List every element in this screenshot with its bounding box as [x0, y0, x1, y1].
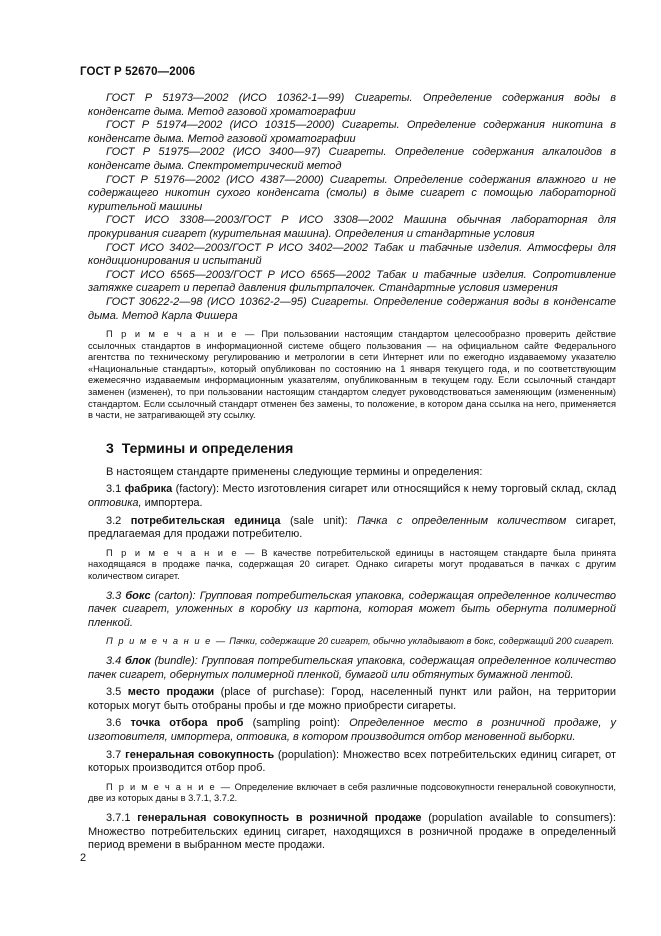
reference-item: ГОСТ ИСО 3308—2003/ГОСТ Р ИСО 3308—2002 Машина обычная лабораторная для прокуривания сигарет (курительная машина). Определения и стандартные условия	[88, 214, 616, 240]
term-english: (sampling point):	[252, 717, 340, 730]
term-english: (sale unit):	[289, 514, 348, 527]
term-name: генеральная совокупность	[125, 748, 275, 761]
term-english: (population available to consumers):	[428, 811, 616, 824]
note-label: П р и м е ч а н и е —	[106, 636, 227, 647]
term-definition: Групповая потребительская упаковка, содержащая определенное количество пачек сигарет, уложенных в коробку из картона, которая может быть обернута полимерной пленкой.	[88, 589, 616, 629]
section-title: Термины и определения	[121, 439, 294, 456]
term-name: блок	[125, 654, 151, 667]
note-references	[88, 329, 616, 422]
term-name: точка отбора проб	[130, 717, 244, 730]
term-number: 3.6	[106, 717, 122, 730]
section-number: 3	[106, 439, 114, 456]
note-population	[88, 782, 616, 805]
note-text: Определение включает в себя различные подсовокупности генеральной совокупности, две из которых даны в 3.7.1, 3.7.2.	[88, 781, 616, 804]
note-text: Пачки, содержащие 20 сигарет, обычно укладывают в бокс, содержащий 200 сигарет.	[229, 636, 615, 647]
term-definition: Место изготовления сигарет или относящийся к нему торговый склад, склад	[222, 483, 616, 496]
reference-item: ГОСТ 30622-2—98 (ИСО 10362-2—95) Сигареты. Определение содержания воды в конденсате дыма. Метод Карла Фишера	[88, 295, 616, 322]
term-english: (carton):	[154, 589, 196, 602]
term-english: (factory):	[175, 483, 220, 496]
term-3-5	[88, 686, 616, 713]
reference-item: ГОСТ Р 51976—2002 (ИСО 4387—2000) Сигареты. Определение содержания влажного и не содержащего никотин сухого конденсата (смолы) в дыме сигарет с помощью лабораторной курительной машины	[88, 173, 616, 213]
reference-item: ГОСТ Р 51973—2002 (ИСО 10362-1—99) Сигареты. Определение содержания воды в конденсате дыма. Метод газовой хроматографии	[88, 92, 616, 118]
reference-item: ГОСТ Р 51975—2002 (ИСО 3400—97) Сигареты. Определение содержания алкалоидов в конденсате дыма. Спектрометрический метод	[88, 146, 616, 172]
page-content	[88, 92, 616, 853]
note-sale-unit	[88, 548, 616, 583]
term-number: 3.4	[106, 654, 122, 667]
term-number: 3.7	[106, 748, 122, 761]
term-3-4	[88, 655, 616, 682]
page-number: 2	[80, 852, 87, 864]
reference-item: ГОСТ ИСО 3402—2003/ГОСТ Р ИСО 3402—2002 Табак и табачные изделия. Атмосферы для кондиционирования и испытаний	[88, 241, 616, 268]
term-definition: Город, населенный пункт или район, на территории которых могут быть отобраны пробы и где можно приобрести сигареты.	[88, 686, 616, 712]
term-3-7	[88, 749, 616, 776]
document-code-header: ГОСТ Р 52670—2006	[80, 66, 196, 78]
term-name: потребительская единица	[130, 514, 281, 527]
note-carton	[88, 636, 616, 648]
term-definition: Множество всех потребительских единиц сигарет, от которых производится отбор проб.	[88, 748, 617, 775]
note-label: П р и м е ч а н и е —	[106, 329, 256, 340]
reference-item: ГОСТ ИСО 6565—2003/ГОСТ Р ИСО 6565—2002 Табак и табачные изделия. Сопротивление затяжке сигарет и перепад давления фильтрпалочек. Стандартные условия измерения	[88, 268, 616, 295]
section-heading	[88, 440, 616, 456]
term-number: 3.3	[106, 589, 122, 602]
term-english: (population):	[277, 748, 340, 761]
note-text: При пользовании настоящим стандартом целесообразно проверить действие ссылочных стандартов в информационной системе общего пользования — на официальном сайте Федерального агентства по техническому регулированию и метрологии в сети Интернет или по ежегодно издаваемому указателю «Национальные стандарты», который опубликован по состоянию на 1 января текущего года, и по соответствующим ежемесячно издаваемым информационным указателям, опубликованным в текущем году. Если ссылочный стандарт заменен (изменен), то при пользовании настоящим стандартом следует руководствоваться заменяющим (измененным) стандартом. Если ссылочный стандарт отменен без замены, то положение, в котором дана ссылка на него, применяется в части, не затрагивающей эту ссылку.	[88, 329, 616, 421]
term-name: фабрика	[124, 483, 173, 496]
note-label: П р и м е ч а н и е —	[106, 781, 232, 792]
term-name: место продажи	[127, 686, 215, 699]
term-3-6	[88, 717, 616, 744]
term-number: 3.2	[106, 514, 122, 527]
term-definition: Множество потребительских единиц сигарет, находящихся в розничной продаже в определенный период времени в выбранном месте продажи.	[88, 825, 616, 852]
note-label: П р и м е ч а н и е —	[106, 547, 256, 558]
term-number: 3.5	[106, 686, 122, 699]
term-definition: сигарет, предлагаемая для продажи потребителю.	[88, 514, 617, 541]
term-3-2	[88, 515, 616, 542]
term-definition-end: импортера.	[144, 497, 203, 510]
note-text: В качестве потребительской единицы в настоящем стандарте была принята находящаяся в продаже пачка, содержащая 20 сигарет. Однако сигареты могут продаваться в пачках с другим количеством сигарет.	[88, 547, 616, 581]
term-definition-italic: Определенное место в розничной продаже, у изготовителя, импортера, оптовика, в котором производится отбор мгновенной выборки.	[88, 717, 617, 743]
term-english: (bundle):	[154, 654, 198, 667]
term-name: генеральная совокупность в розничной продаже	[137, 811, 422, 824]
reference-item: ГОСТ Р 51974—2002 (ИСО 10315—2000) Сигареты. Определение содержания никотина в конденсате дыма. Метод газовой хроматографии	[88, 119, 616, 145]
term-3-1	[88, 483, 616, 510]
term-number: 3.1	[106, 483, 122, 496]
term-definition-italic: оптовика,	[88, 497, 142, 510]
term-definition-italic: Пачка с определенным количеством	[357, 514, 567, 527]
term-number: 3.7.1	[106, 811, 131, 824]
normative-references-list	[88, 92, 616, 323]
term-english: (place of purchase):	[220, 686, 325, 699]
section-intro: В настоящем стандарте применены следующие термины и определения:	[106, 465, 483, 478]
term-definition: Групповая потребительская упаковка, содержащая определенное количество пачек сигарет, обернутых полимерной пленкой, бумагой или обтянутых бумажной лентой.	[88, 654, 616, 681]
term-3-7-1	[88, 812, 616, 853]
term-3-3	[88, 590, 616, 631]
term-name: бокс	[125, 589, 151, 602]
